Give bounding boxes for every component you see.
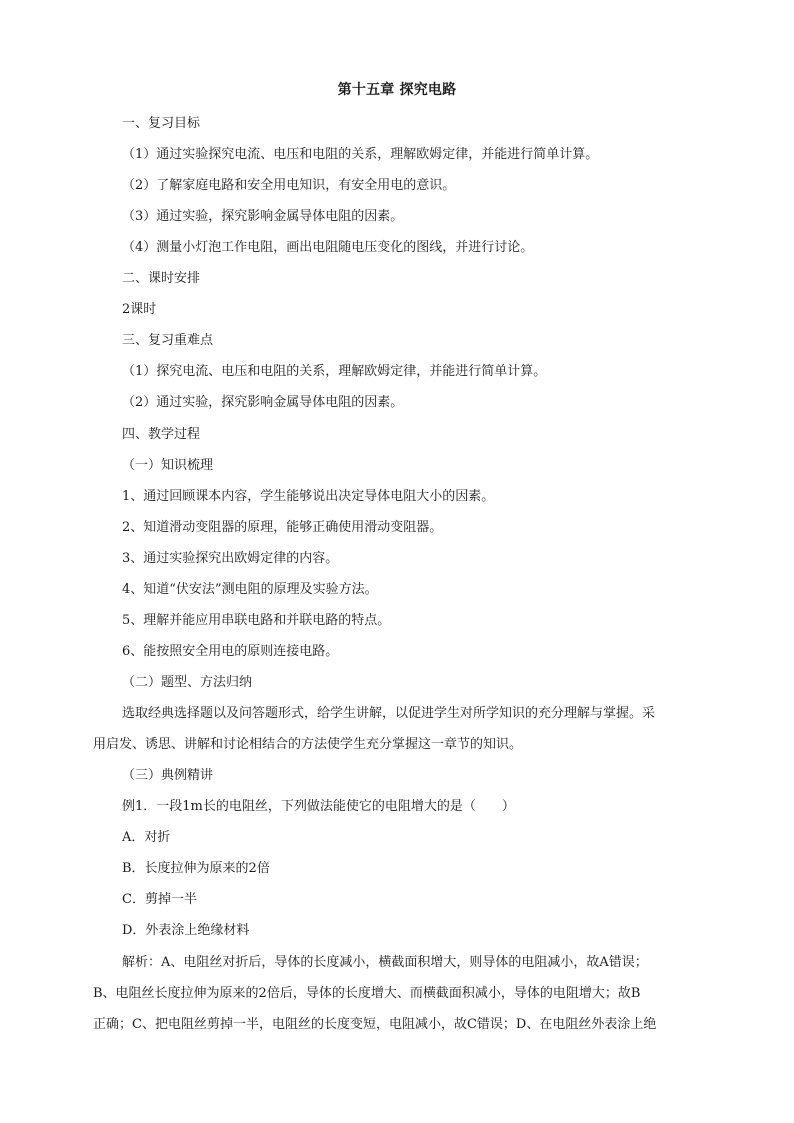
knowledge-item-2: 2、知道滑动变阻器的原理，能够正确使用滑动变阻器。 <box>122 520 443 535</box>
goal-item-2: （2）了解家庭电路和安全用电知识，有安全用电的意识。 <box>122 178 456 193</box>
option-a: A．对折 <box>122 830 171 845</box>
subsection-heading-knowledge: （一）知识梳理 <box>122 458 214 473</box>
analysis-line-2: B、电阻丝长度拉伸为原来的2倍后，导体的长度增大、而横截面积减小，导体的电阻增大；故B <box>93 986 641 1001</box>
knowledge-item-6: 6、能按照安全用电的原则连接电路。 <box>122 644 339 659</box>
example-question: 例1．一段1m长的电阻丝，下列做法能使它的电阻增大的是（ ） <box>122 799 515 814</box>
knowledge-item-4: 4、知道“伏安法”测电阻的原理及实验方法。 <box>122 582 378 597</box>
paragraph-methods-line-1: 选取经典选择题以及问答题形式，给学生讲解，以促进学生对所学知识的充分理解与掌握。采 <box>122 706 656 721</box>
analysis-line-1: 解析：A、电阻丝对折后，导体的长度减小，横截面积增大，则导体的电阻减小，故A错误； <box>122 955 648 970</box>
option-c: C．剪掉一半 <box>122 892 197 907</box>
key-point-1: （1）探究电流、电压和电阻的关系，理解欧姆定律，并能进行简单计算。 <box>122 364 547 379</box>
page-title: 第十五章 探究电路 <box>337 82 457 98</box>
paragraph-methods-line-2: 用启发、诱思、讲解和讨论相结合的方法使学生充分掌握这一章节的知识。 <box>93 737 523 752</box>
option-d: D．外表涂上绝缘材料 <box>122 923 250 938</box>
option-b: B．长度拉伸为原来的2倍 <box>122 861 270 876</box>
schedule-text: 2课时 <box>122 302 157 317</box>
knowledge-item-5: 5、理解并能应用串联电路和并联电路的特点。 <box>122 613 391 628</box>
key-point-2: （2）通过实验，探究影响金属导体电阻的因素。 <box>122 395 404 410</box>
subsection-heading-examples: （三）典例精讲 <box>122 768 214 783</box>
section-heading-key-points: 三、复习重难点 <box>122 333 214 348</box>
section-heading-teaching-process: 四、教学过程 <box>122 427 201 442</box>
section-heading-review-goals: 一、复习目标 <box>122 116 201 131</box>
section-heading-schedule: 二、课时安排 <box>122 271 201 286</box>
goal-item-1: （1）通过实验探究电流、电压和电阻的关系，理解欧姆定律，并能进行简单计算。 <box>122 147 599 162</box>
goal-item-3: （3）通过实验，探究影响金属导体电阻的因素。 <box>122 209 404 224</box>
knowledge-item-3: 3、通过实验探究出欧姆定律的内容。 <box>122 551 339 566</box>
subsection-heading-question-types: （二）题型、方法归纳 <box>122 675 253 690</box>
analysis-line-3: 正确；C、把电阻丝剪掉一半，电阻丝的长度变短，电阻减小，故C错误；D、在电阻丝外表涂上绝 <box>93 1017 657 1032</box>
knowledge-item-1: 1、通过回顾课本内容，学生能够说出决定导体电阻大小的因素。 <box>122 489 495 504</box>
goal-item-4: （4）测量小灯泡工作电阻，画出电阻随电压变化的图线，并进行讨论。 <box>122 240 534 255</box>
